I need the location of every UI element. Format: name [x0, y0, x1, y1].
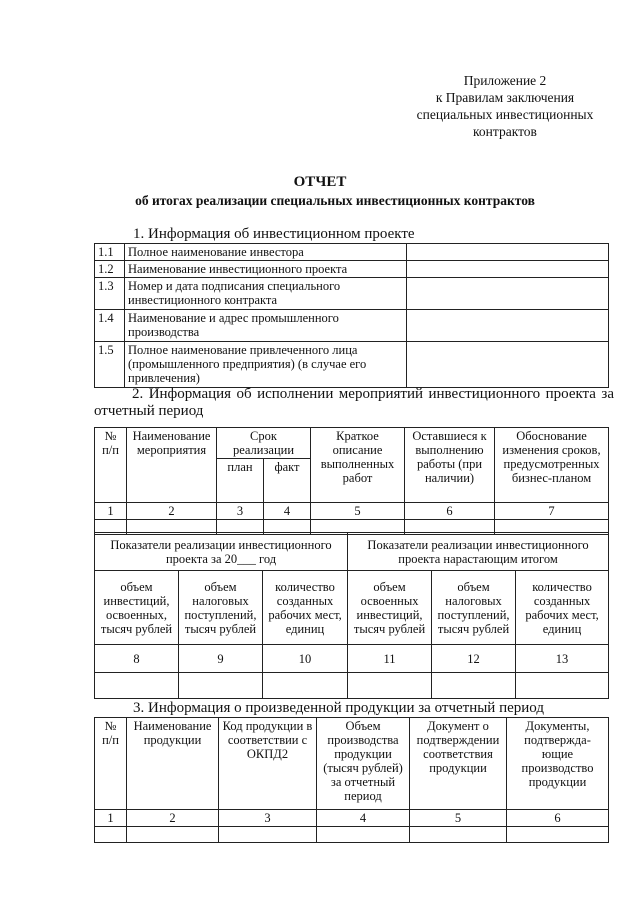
- table-row: [95, 278, 609, 310]
- header-plan: план: [217, 459, 264, 503]
- row-value[interactable]: [407, 310, 609, 342]
- header-investments-cumulative: объем освоенных инвестиций, тысяч рублей: [348, 571, 432, 645]
- column-number: 1: [95, 810, 127, 827]
- section-2-heading: 2. Информация об исполнении мероприятий инвестиционного проекта за отчетный период: [94, 386, 614, 419]
- table-row: [95, 261, 609, 278]
- row-label: Полное наименование привлеченного лица (промышленного предприятия) (в случае его привлечения): [125, 342, 407, 388]
- row-value[interactable]: [407, 342, 609, 388]
- column-number: 9: [179, 645, 263, 673]
- column-number: 3: [219, 810, 317, 827]
- appendix-line-1: Приложение 2: [463, 73, 547, 88]
- project-info-table: [94, 243, 609, 388]
- column-number: 11: [348, 645, 432, 673]
- row-label: Номер и дата подписания специального инвестиционного контракта: [125, 278, 407, 310]
- document-subtitle: об итогах реализации специальных инвестиционных контрактов: [135, 193, 535, 208]
- indicators-table: [94, 532, 609, 699]
- column-number: 4: [264, 503, 311, 520]
- table-row: [95, 673, 609, 699]
- column-number: 5: [311, 503, 405, 520]
- indicators-group-year: Показатели реализации инвестиционного проекта за 20___ год: [95, 533, 348, 571]
- header-jobs-cumulative: количество созданных рабочих мест, единиц: [516, 571, 609, 645]
- header-investments: объем инвестиций, освоенных, тысяч рублей: [95, 571, 179, 645]
- appendix-line-4: контрактов: [473, 124, 537, 139]
- column-number: 3: [217, 503, 264, 520]
- header-term: Срок реализации: [217, 428, 311, 459]
- header-production-volume: Объем производства продукции (тысяч рублей) за отчетный период: [317, 718, 410, 810]
- column-number: 7: [495, 503, 609, 520]
- header-product-name: Наименование продукции: [127, 718, 219, 810]
- row-number: 1.3: [95, 278, 125, 310]
- table-row: [95, 310, 609, 342]
- table-row: [95, 342, 609, 388]
- header-justification: Обоснование изменения сроков, предусмотренных бизнес-планом: [495, 428, 609, 503]
- section-1-heading: 1. Информация об инвестиционном проекте: [133, 226, 415, 242]
- header-production-documents: Документы, подтвержда-ющие производство продукции: [507, 718, 609, 810]
- header-fact: факт: [264, 459, 311, 503]
- column-number: 8: [95, 645, 179, 673]
- activities-table: [94, 427, 609, 535]
- table-row: [95, 244, 609, 261]
- header-jobs: количество созданных рабочих мест, единиц: [263, 571, 348, 645]
- row-number: 1.4: [95, 310, 125, 342]
- section-3-heading: 3. Информация о произведенной продукции за отчетный период: [133, 700, 544, 716]
- column-number: 4: [317, 810, 410, 827]
- column-number: 1: [95, 503, 127, 520]
- products-table: [94, 717, 609, 843]
- appendix-reference: [400, 72, 610, 140]
- header-description: Краткое описание выполненных работ: [311, 428, 405, 503]
- row-value[interactable]: [407, 261, 609, 278]
- header-tax-revenue: объем налоговых поступлений, тысяч рублей: [179, 571, 263, 645]
- header-conformity-document: Документ о подтверждении соответствия продукции: [410, 718, 507, 810]
- header-okpd2-code: Код продукции в соответствии с ОКПД2: [219, 718, 317, 810]
- row-number: 1.2: [95, 261, 125, 278]
- indicators-group-cumulative: Показатели реализации инвестиционного проекта нарастающим итогом: [348, 533, 609, 571]
- column-number: 5: [410, 810, 507, 827]
- header-number: № п/п: [95, 428, 127, 503]
- appendix-line-3: специальных инвестиционных: [416, 107, 594, 122]
- table-row: [95, 810, 609, 827]
- column-number: 13: [516, 645, 609, 673]
- header-activity-name: Наименование мероприятия: [127, 428, 217, 503]
- header-remaining: Оставшиеся к выполнению работы (при наличии): [405, 428, 495, 503]
- row-label: Наименование инвестиционного проекта: [125, 261, 407, 278]
- column-number: 2: [127, 503, 217, 520]
- table-row: [95, 827, 609, 843]
- row-number: 1.5: [95, 342, 125, 388]
- row-value[interactable]: [407, 244, 609, 261]
- row-number: 1.1: [95, 244, 125, 261]
- table-row: [95, 645, 609, 673]
- row-label: Полное наименование инвестора: [125, 244, 407, 261]
- column-number: 10: [263, 645, 348, 673]
- header-number: № п/п: [95, 718, 127, 810]
- row-value[interactable]: [407, 278, 609, 310]
- document-title: ОТЧЕТ: [293, 174, 347, 190]
- row-label: Наименование и адрес промышленного производства: [125, 310, 407, 342]
- table-row: [95, 503, 609, 520]
- column-number: 6: [507, 810, 609, 827]
- column-number: 12: [432, 645, 516, 673]
- header-tax-revenue-cumulative: объем налоговых поступлений, тысяч рублей: [432, 571, 516, 645]
- column-number: 6: [405, 503, 495, 520]
- appendix-line-2: к Правилам заключения: [435, 90, 575, 105]
- column-number: 2: [127, 810, 219, 827]
